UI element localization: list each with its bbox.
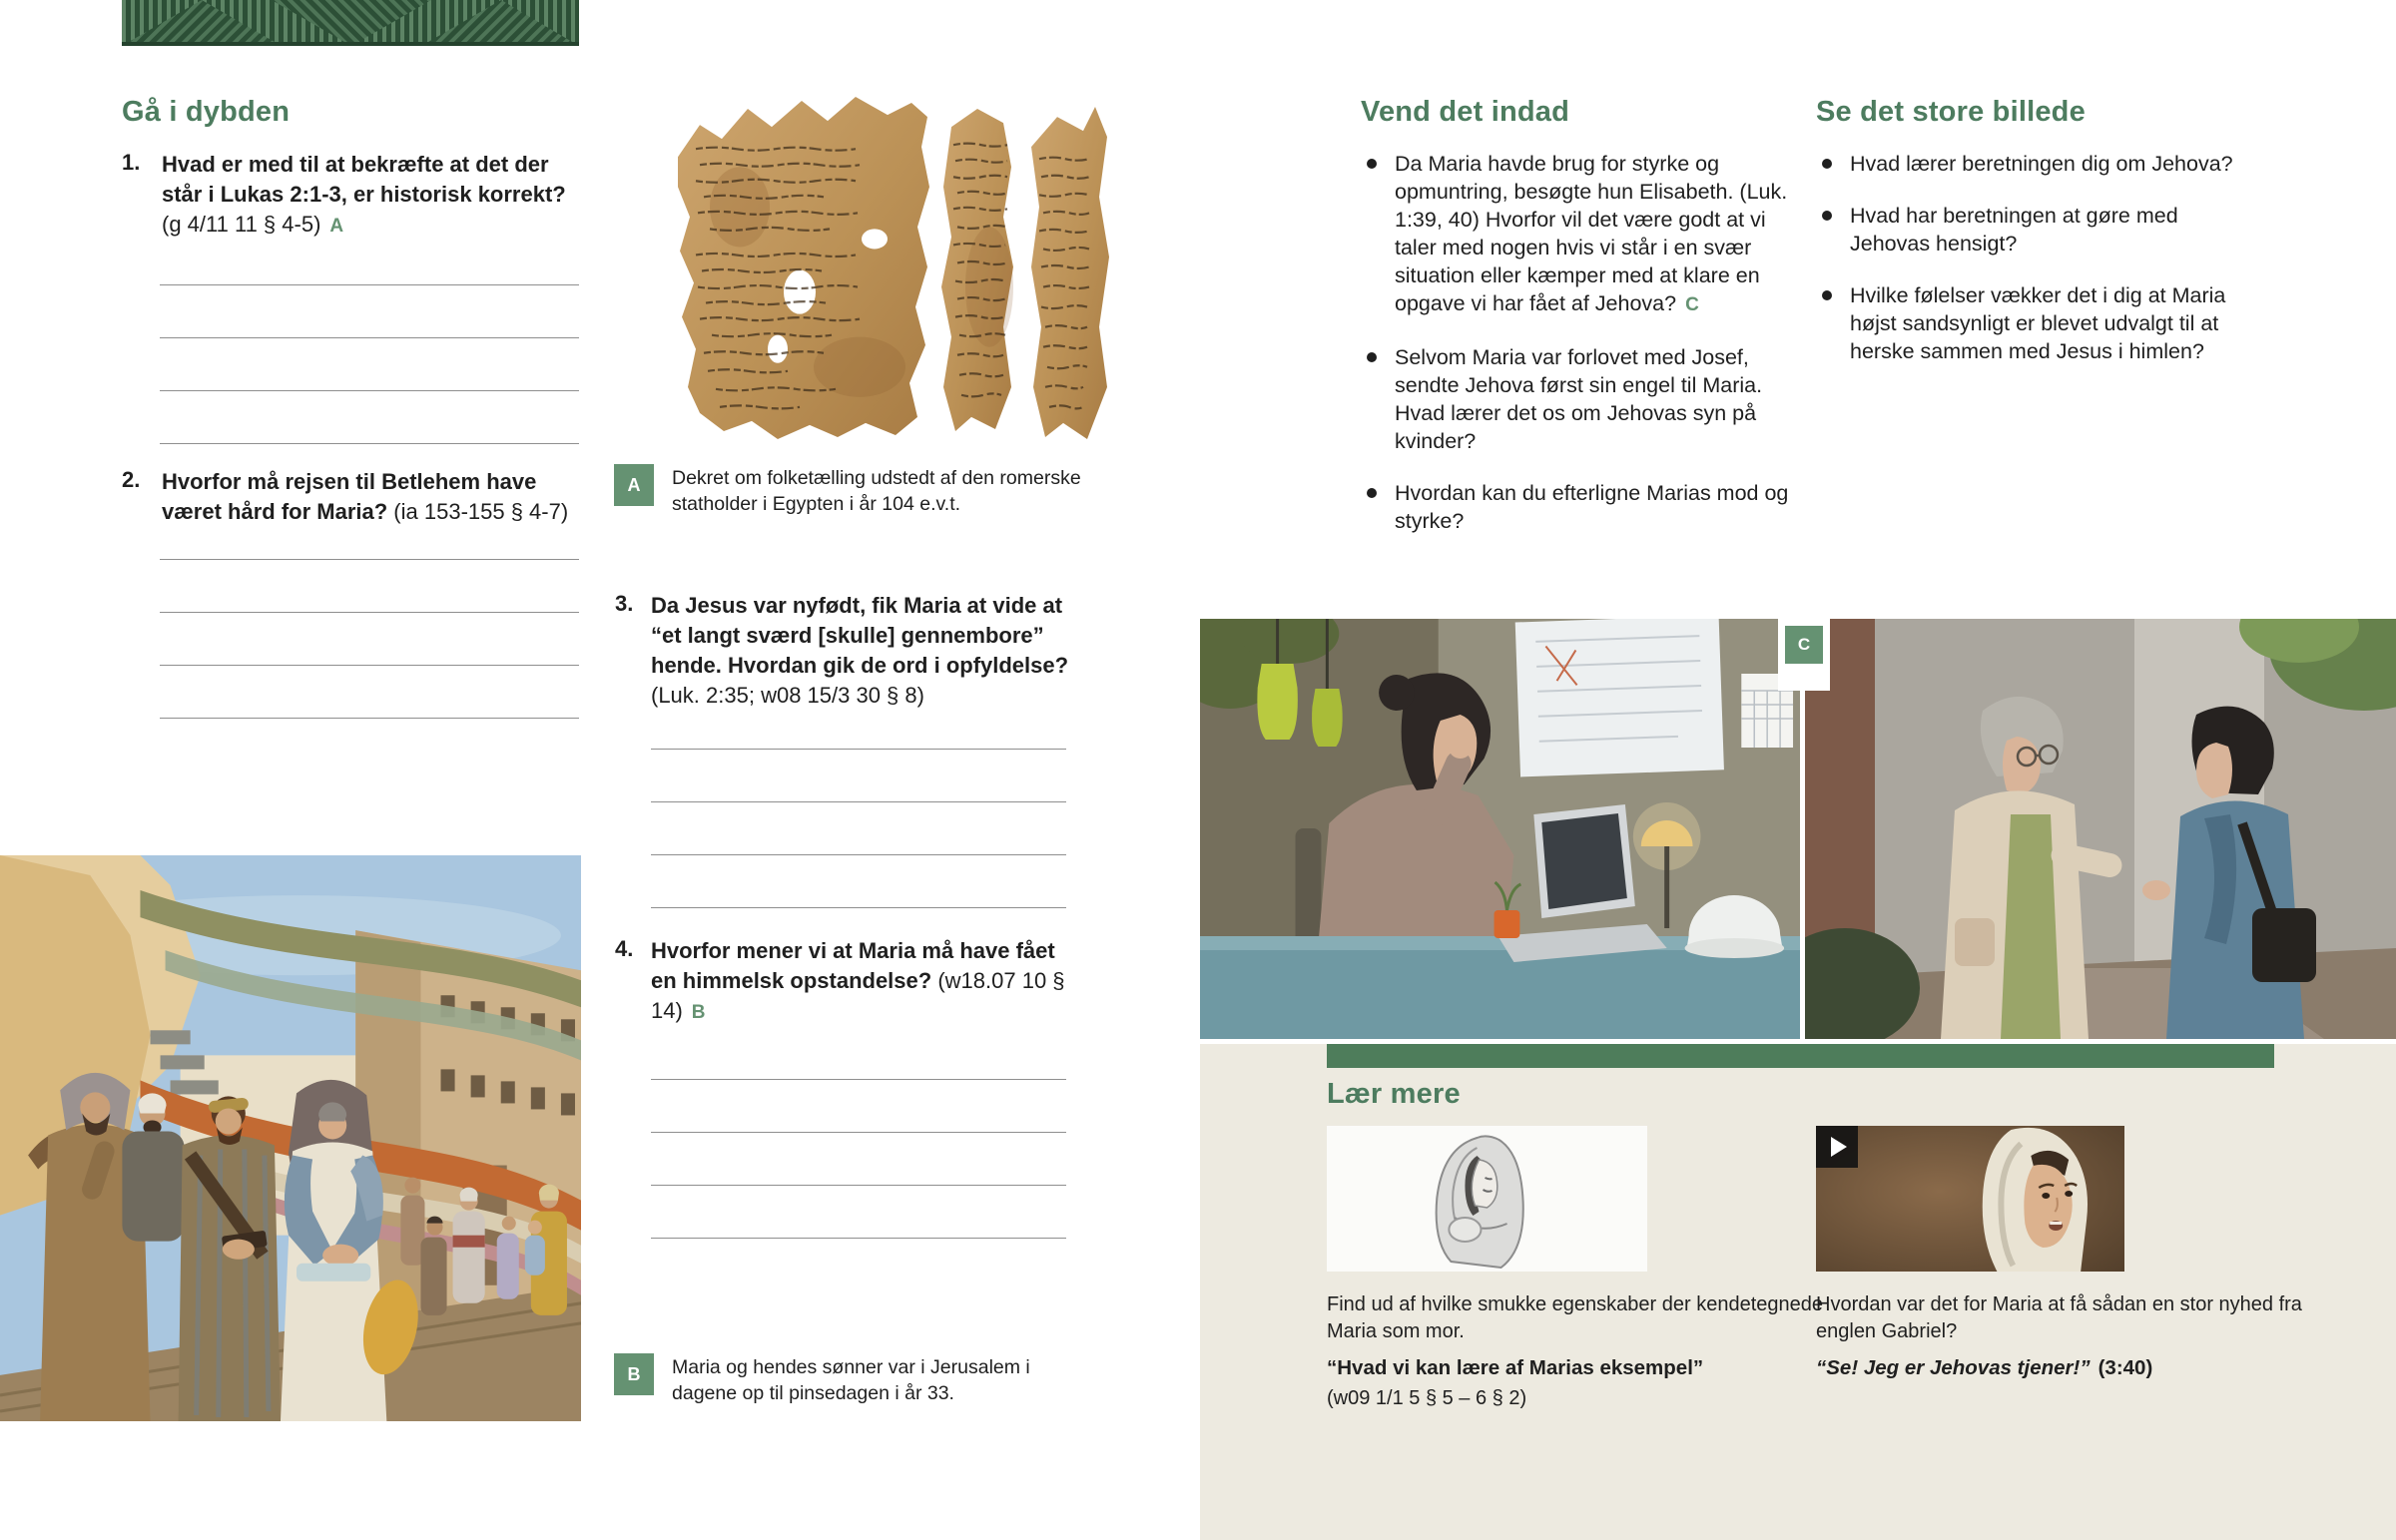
video-description: Hvordan var det for Maria at få sådan en stor nyhed fra englen Gabriel? bbox=[1816, 1293, 2302, 1342]
bullet-text: Hvilke følelser vækker det i dig at Maria højst sandsynligt er blevet udvalgt til at herske sammen med Jesus i himlen? bbox=[1850, 283, 2226, 363]
answer-line bbox=[651, 1080, 1066, 1133]
video-thumbnail[interactable] bbox=[1816, 1126, 2124, 1272]
video-duration: (3:40) bbox=[2097, 1356, 2153, 1379]
section-title-learn-more: Lær mere bbox=[1327, 1078, 1461, 1110]
play-button[interactable] bbox=[1816, 1126, 1858, 1168]
caption-b-text: Maria og hendes sønner var i Jerusalem i dagene op til pinsedagen i år 33. bbox=[672, 1356, 1030, 1404]
bullet-item bbox=[1816, 202, 2235, 257]
caption-a bbox=[614, 464, 1113, 517]
question-reference: (w18.07 10 § 14) bbox=[651, 968, 1065, 1023]
answer-field[interactable] bbox=[160, 507, 579, 719]
bullet-text: Hvad lærer beretningen dig om Jehova? bbox=[1850, 152, 2233, 176]
bullet-item bbox=[1816, 281, 2235, 365]
question-text: Hvorfor må rejsen til Betlehem have været hård for Maria? bbox=[162, 469, 537, 524]
bullet-item bbox=[1361, 343, 1792, 455]
bullet-dot bbox=[1367, 352, 1377, 362]
papyrus-image bbox=[660, 87, 1115, 451]
caption-a-text: Dekret om folketælling udstedt af den romerske statholder i Egypten i år 104 e.v.t. bbox=[672, 467, 1081, 515]
video-title-link[interactable]: “Se! Jeg er Jehovas tjener!” bbox=[1816, 1356, 2091, 1379]
question-reference: (Luk. 2:35; w08 15/3 30 § 8) bbox=[651, 683, 924, 708]
answer-line bbox=[651, 1133, 1066, 1186]
image-label-b: B bbox=[614, 1353, 654, 1395]
answer-line bbox=[651, 802, 1066, 855]
video-title-line bbox=[1816, 1354, 2315, 1381]
illustration-art bbox=[0, 855, 581, 1421]
bullet-dot bbox=[1822, 290, 1832, 300]
answer-line bbox=[651, 697, 1066, 750]
photo-woman-at-laptop bbox=[1200, 619, 1800, 1039]
answer-line bbox=[160, 560, 579, 613]
image-label-c: C bbox=[1785, 626, 1823, 664]
image-label-c-tag bbox=[1778, 619, 1830, 691]
foreground-figures bbox=[28, 1073, 426, 1421]
image-marker-link[interactable]: C bbox=[1685, 294, 1699, 315]
answer-line bbox=[160, 285, 579, 338]
question-3 bbox=[615, 591, 1074, 713]
photo-walking-art bbox=[1805, 619, 2396, 1039]
bullet-text: Da Maria havde brug for styrke og opmuntring, besøgte hun Elisabeth. (Luk. 1:39, 40) Hvorfor vil det være godt at vi taler med nogen hvis vi står i en svær situation eller kæmper med at klare en opgave vi har fået af Jehova? bbox=[1395, 152, 1788, 315]
question-number: 1. bbox=[122, 150, 141, 175]
image-label-a: A bbox=[614, 464, 654, 506]
sketch-maria-art bbox=[1327, 1126, 1647, 1272]
video-still-art bbox=[1816, 1126, 2124, 1272]
section-title-big-picture: Se det store billede bbox=[1816, 96, 2086, 128]
caption-b bbox=[614, 1353, 1113, 1406]
answer-field[interactable] bbox=[160, 233, 579, 444]
answer-line bbox=[160, 338, 579, 391]
bullet-dot bbox=[1367, 488, 1377, 498]
section-title-apply-it: Vend det indad bbox=[1361, 96, 1570, 128]
answer-line bbox=[651, 1186, 1066, 1239]
question-reference: (g 4/11 11 § 4-5) bbox=[162, 212, 321, 237]
bullet-item bbox=[1361, 479, 1792, 535]
answer-line bbox=[160, 391, 579, 444]
photo-two-women bbox=[1805, 619, 2396, 1039]
answer-line bbox=[651, 855, 1066, 908]
bullet-dot bbox=[1367, 159, 1377, 169]
answer-line bbox=[651, 1027, 1066, 1080]
article-caption bbox=[1327, 1291, 1826, 1412]
play-icon bbox=[1831, 1137, 1847, 1157]
video-caption bbox=[1816, 1291, 2315, 1381]
article-title-link[interactable]: “Hvad vi kan lære af Marias eksempel” bbox=[1327, 1356, 1704, 1379]
banner-art bbox=[122, 0, 579, 46]
article-thumbnail[interactable] bbox=[1327, 1126, 1647, 1272]
bullet-dot bbox=[1822, 159, 1832, 169]
answer-field[interactable] bbox=[651, 697, 1066, 908]
big-picture-bullets bbox=[1816, 150, 2235, 389]
apply-it-bullets bbox=[1361, 150, 1792, 559]
papyrus-art bbox=[660, 87, 1115, 451]
question-1 bbox=[122, 150, 583, 242]
question-text: Da Jesus var nyfødt, fik Maria at vide at “et langt sværd [skulle] gennembore” hende. Hvordan gik de ord i opfyldelse? bbox=[651, 593, 1069, 678]
question-number: 2. bbox=[122, 467, 141, 492]
article-reference: (w09 1/1 5 § 5 – 6 § 2) bbox=[1327, 1387, 1527, 1409]
question-text: Hvad er med til at bekræfte at det der står i Lukas 2:1-3, er historisk korrekt? bbox=[162, 152, 566, 207]
green-accent-bar bbox=[1327, 1044, 2274, 1068]
question-number: 3. bbox=[615, 591, 634, 616]
article-description: Find ud af hvilke smukke egenskaber der kendetegnede Maria som mor. bbox=[1327, 1293, 1823, 1342]
bullet-item bbox=[1816, 150, 2235, 178]
bullet-dot bbox=[1822, 211, 1832, 221]
question-4 bbox=[615, 936, 1074, 1028]
bullet-item bbox=[1361, 150, 1792, 319]
image-marker-link[interactable]: A bbox=[329, 216, 344, 237]
bullet-text: Hvad har beretningen at gøre med Jehovas hensigt? bbox=[1850, 204, 2178, 256]
photo-laptop-art bbox=[1200, 619, 1800, 1039]
question-text: Hvorfor mener vi at Maria må have fået en himmelsk opstandelse? bbox=[651, 938, 1055, 993]
answer-line bbox=[160, 507, 579, 560]
bullet-text: Hvordan kan du efterligne Marias mod og styrke? bbox=[1395, 481, 1789, 533]
bullet-text: Selvom Maria var forlovet med Josef, sendte Jehova først sin engel til Maria. Hvad lærer det os om Jehovas syn på kvinder? bbox=[1395, 345, 1763, 453]
answer-line bbox=[160, 613, 579, 666]
answer-line bbox=[160, 666, 579, 719]
answer-field[interactable] bbox=[651, 1027, 1066, 1239]
answer-line bbox=[651, 750, 1066, 802]
image-marker-link[interactable]: B bbox=[691, 1002, 706, 1023]
street-scene-illustration bbox=[0, 855, 581, 1421]
question-number: 4. bbox=[615, 936, 634, 961]
answer-line bbox=[160, 233, 579, 285]
question-reference: (ia 153-155 § 4-7) bbox=[393, 499, 569, 524]
section-title-go-deeper: Gå i dybden bbox=[122, 96, 291, 128]
green-pattern-banner bbox=[122, 0, 579, 46]
